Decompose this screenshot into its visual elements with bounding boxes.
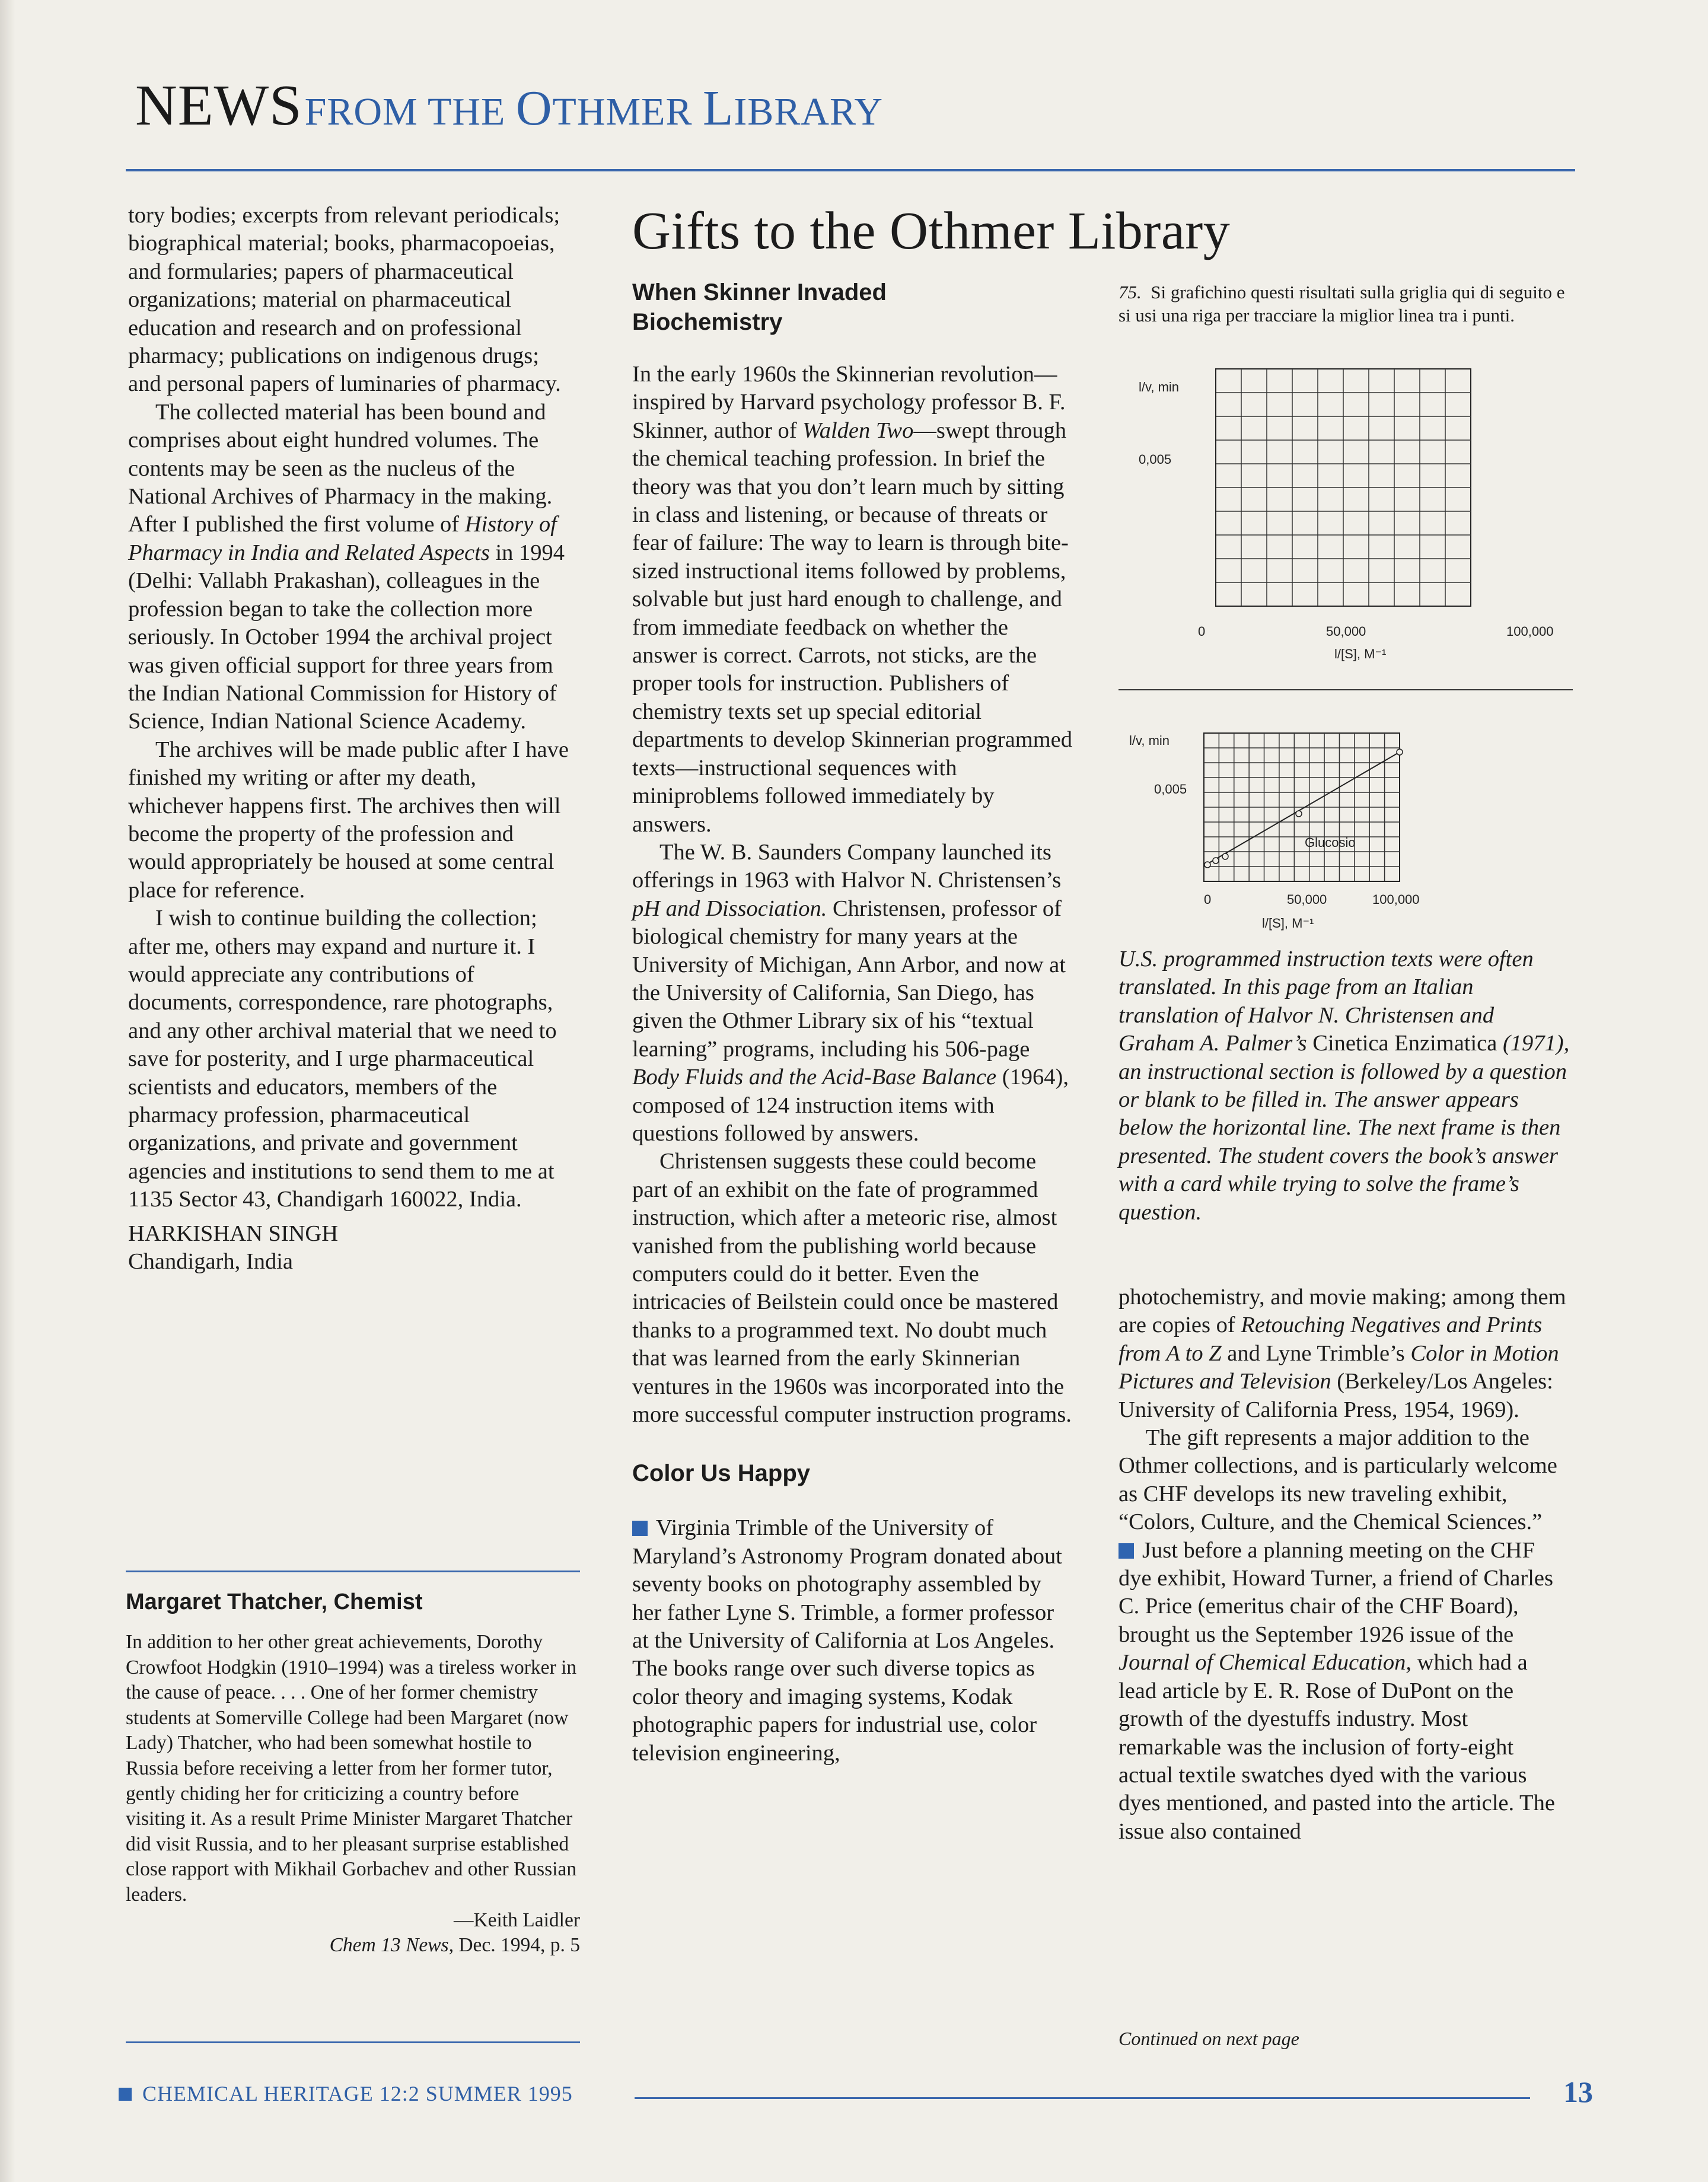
right-paragraph: photochemistry, and movie making; among them are copies of Retouching Negatives and Prints from A to Z and Lyne Trimble’s Color in Motion Pictures and Television (Berkeley/Los Angeles: University of California Press, 1954, 1969). — [1119, 1285, 1566, 1422]
page-number: 13 — [1563, 2075, 1593, 2108]
masthead — [135, 72, 883, 139]
sidebar-box — [126, 1587, 580, 1958]
section-heading-color: Color Us Happy — [632, 1460, 811, 1487]
plot2-xtick: 0 — [1204, 892, 1212, 907]
bullet-square-icon — [1119, 1543, 1134, 1559]
masthead-subtitle: FROM THE OTHMER LIBRARY — [304, 81, 884, 136]
data-point — [1213, 858, 1219, 864]
plot1-xtick: 50,000 — [1326, 624, 1366, 639]
bullet-square-icon — [632, 1521, 648, 1536]
sidebar-top-rule — [126, 1571, 580, 1572]
italian-exercise-note: 75. Si grafichino questi risultati sulla griglia qui di seguito e si usi una riga per tracciare la miglior linea tra i punti. — [1119, 282, 1565, 326]
plot2-xtick: 100,000 — [1372, 892, 1420, 907]
plot1-xtick: 0 — [1198, 624, 1206, 639]
answer-divider — [1119, 689, 1573, 690]
middle-column — [632, 278, 1076, 1767]
signature-name: HARKISHAN SINGH — [128, 1221, 339, 1246]
middle-paragraph: The W. B. Saunders Company launched its offerings in 1963 with Halvor N. Christensen’s pH and Dissociation. Christensen, professor of biological chemistry for many years at the University of Michigan, Ann Arbor, and now at the University of California, San Diego, has given the Othmer Library six of his “textual learning” programs, including his 506-page Body Fluids and the Acid-Base Balance (1964), composed of 124 instruction items with questions followed by answers. — [632, 839, 1069, 1146]
article-title: Gifts to the Othmer Library — [632, 202, 1231, 260]
sidebar-attribution: —Keith Laidler — [453, 1909, 580, 1931]
right-paragraph: The gift represents a major addition to the Othmer collections, and is particularly welcome as CHF develops its new traveling exhibit, “Colors, Culture, and the Chemical Sciences.” — [1119, 1425, 1557, 1535]
signature-place: Chandigarh, India — [128, 1249, 293, 1275]
sidebar-heading: Margaret Thatcher, Chemist — [126, 1589, 423, 1614]
data-point — [1296, 811, 1302, 817]
plot1-ytick: 0,005 — [1139, 452, 1172, 467]
masthead-news: NEWS — [135, 74, 302, 138]
data-point — [1222, 853, 1228, 859]
plot2-ylabel: l/v, min — [1129, 733, 1170, 748]
page-spine-shadow — [0, 0, 15, 2182]
sidebar-bottom-rule — [126, 2041, 580, 2043]
plot2-curve-label: Glucosio — [1305, 835, 1356, 850]
plot1-grid — [1216, 369, 1471, 606]
plot2-grid — [1204, 733, 1400, 881]
data-point — [1204, 862, 1210, 868]
sidebar-body: In addition to her other great achievements, Dorothy Crowfoot Hodgkin (1910–1994) was a tireless worker in the cause of peace. . . . One of her former chemistry students at Somerville College had been Margaret (now Lady) Thatcher, who had been somewhat hostile to Russia before receiving a letter from her former tutor, gently chiding her for criticizing a country before visiting it. As a result Prime Minister Margaret Thatcher did visit Russia, and to her pleasant surprise established close rapport with Mikhail Gorbachev and other Russian leaders. — [126, 1631, 577, 1906]
footer-rule — [635, 2097, 1530, 2099]
plot1-xlabel: l/[S], M⁻¹ — [1334, 646, 1387, 661]
plot1-ylabel: l/v, min — [1139, 380, 1180, 394]
regression-line — [1204, 752, 1400, 866]
figure-caption: U.S. programmed instruction texts were often translated. In this page from an Italian translation of Halvor N. Christensen and Graham A. Palmer’s Cinetica Enzimatica (1971), an instructional section is followed by a question or blank to be filled in. The answer appears below the horizontal line. The next frame is then presented. The student covers the book’s answer with a card while trying to solve the frame’s question. — [1119, 947, 1570, 1225]
left-paragraph: The collected material has been bound and comprises about eight hundred volumes. The contents may be seen as the nucleus of the National Archives of Pharmacy in the making. After I published the first volume of History of Pharmacy in India and Related Aspects in 1994 (Delhi: Vallabh Prakashan), colleagues in the profession began to take the collection more seriously. In October 1994 the archival project was given official support for three years from the Indian National Commission for History of Science, Indian National Science Academy. — [128, 399, 565, 734]
left-paragraph: tory bodies; excerpts from relevant periodicals; biographical material; books, pharmacopoeias, and formularies; papers of pharmaceutical organizations; material on pharmaceutical education and research and on professional pharmacy; publications on indigenous drugs; and personal papers of luminaries of pharmacy. — [128, 203, 561, 397]
plot2-xlabel: l/[S], M⁻¹ — [1262, 916, 1314, 931]
footer-square-icon — [119, 2088, 132, 2101]
data-point — [1397, 749, 1403, 755]
middle-paragraph: In the early 1960s the Skinnerian revolution—inspired by Harvard psychology professor B. F. Skinner, author of Walden Two—swept through the chemical teaching profession. In brief the theory was that you don’t learn much by sitting in class and listening, or because of threats or fear of failure: The way to learn is through bite-sized instructional items followed by problems, solvable but just hard enough to challenge, and from immediate feedback on whether the answer is correct. Carrots, not sticks, are the proper tools for instruction. Publishers of chemistry texts set up special editorial departments to develop Skinnerian programmed texts—instructional sequences with miniproblems followed immediately by answers. — [632, 362, 1072, 837]
section-heading-skinner: When Skinner Invaded Biochemistry — [632, 279, 887, 335]
header-rule — [126, 169, 1575, 171]
plot1-xtick: 100,000 — [1506, 624, 1554, 639]
continued-note: Continued on next page — [1119, 2028, 1299, 2049]
right-column — [1119, 1283, 1570, 1846]
middle-paragraph: Christensen suggests these could become part of an exhibit on the fate of programmed instruction, which after a meteoric rise, almost vanished from the publishing world because computers could do it better. Even the intricacies of Beilstein could once be mastered thanks to a programmed text. No doubt much that was learned from the early Skinnerian ventures in the 1960s was incorporated into the more successful computer instruction programs. — [632, 1149, 1072, 1428]
plot2-ytick: 0,005 — [1154, 782, 1187, 797]
empty-grid-plot — [1127, 362, 1578, 670]
left-paragraph: The archives will be made public after I have finished my writing or after my death, whichever happens first. The archives then will become the property of the profession and would appropriately be housed at some central place for reference. — [128, 737, 569, 903]
left-paragraph: I wish to continue building the collection; after me, others may expand and nurture it. I would appreciate any contributions of documents, correspondence, rare photographs, and any other archival material that we need to save for posterity, and I urge pharmaceutical scientists and educators, members of the pharmacy profession, pharmaceutical organizations, and private and government agencies and institutions to send them to me at 1135 Sector 43, Chandigarh 160022, India. — [128, 906, 557, 1212]
plot2-xtick: 50,000 — [1287, 892, 1327, 907]
right-paragraph: Just before a planning meeting on the CHF dye exhibit, Howard Turner, a friend of Charles C. Price (emeritus chair of the CHF Board), brought us the September 1926 issue of the Journal of Chemical Education, which had a lead article by E. R. Rose of DuPont on the growth of the dyestuffs industry. Most remarkable was the inclusion of forty-eight actual textile swatches dyed with the various dyes mentioned, and pasted into the article. The issue also contained — [1119, 1537, 1555, 1844]
middle-paragraph: Virginia Trimble of the University of Maryland’s Astronomy Program donated about seventy books on photography assembled by her father Lyne S. Trimble, a former professor at the University of California at Los Angeles. The books range over such diverse topics as color theory and imaging systems, Kodak photographic papers for industrial use, color television engineering, — [632, 1515, 1062, 1766]
answer-grid-plot — [1127, 725, 1578, 938]
sidebar-source: Chem 13 News, Dec. 1994, p. 5 — [329, 1934, 580, 1957]
left-column — [128, 202, 574, 1276]
footer: CHEMICAL HERITAGE 12:2 SUMMER 1995 — [119, 2081, 573, 2106]
